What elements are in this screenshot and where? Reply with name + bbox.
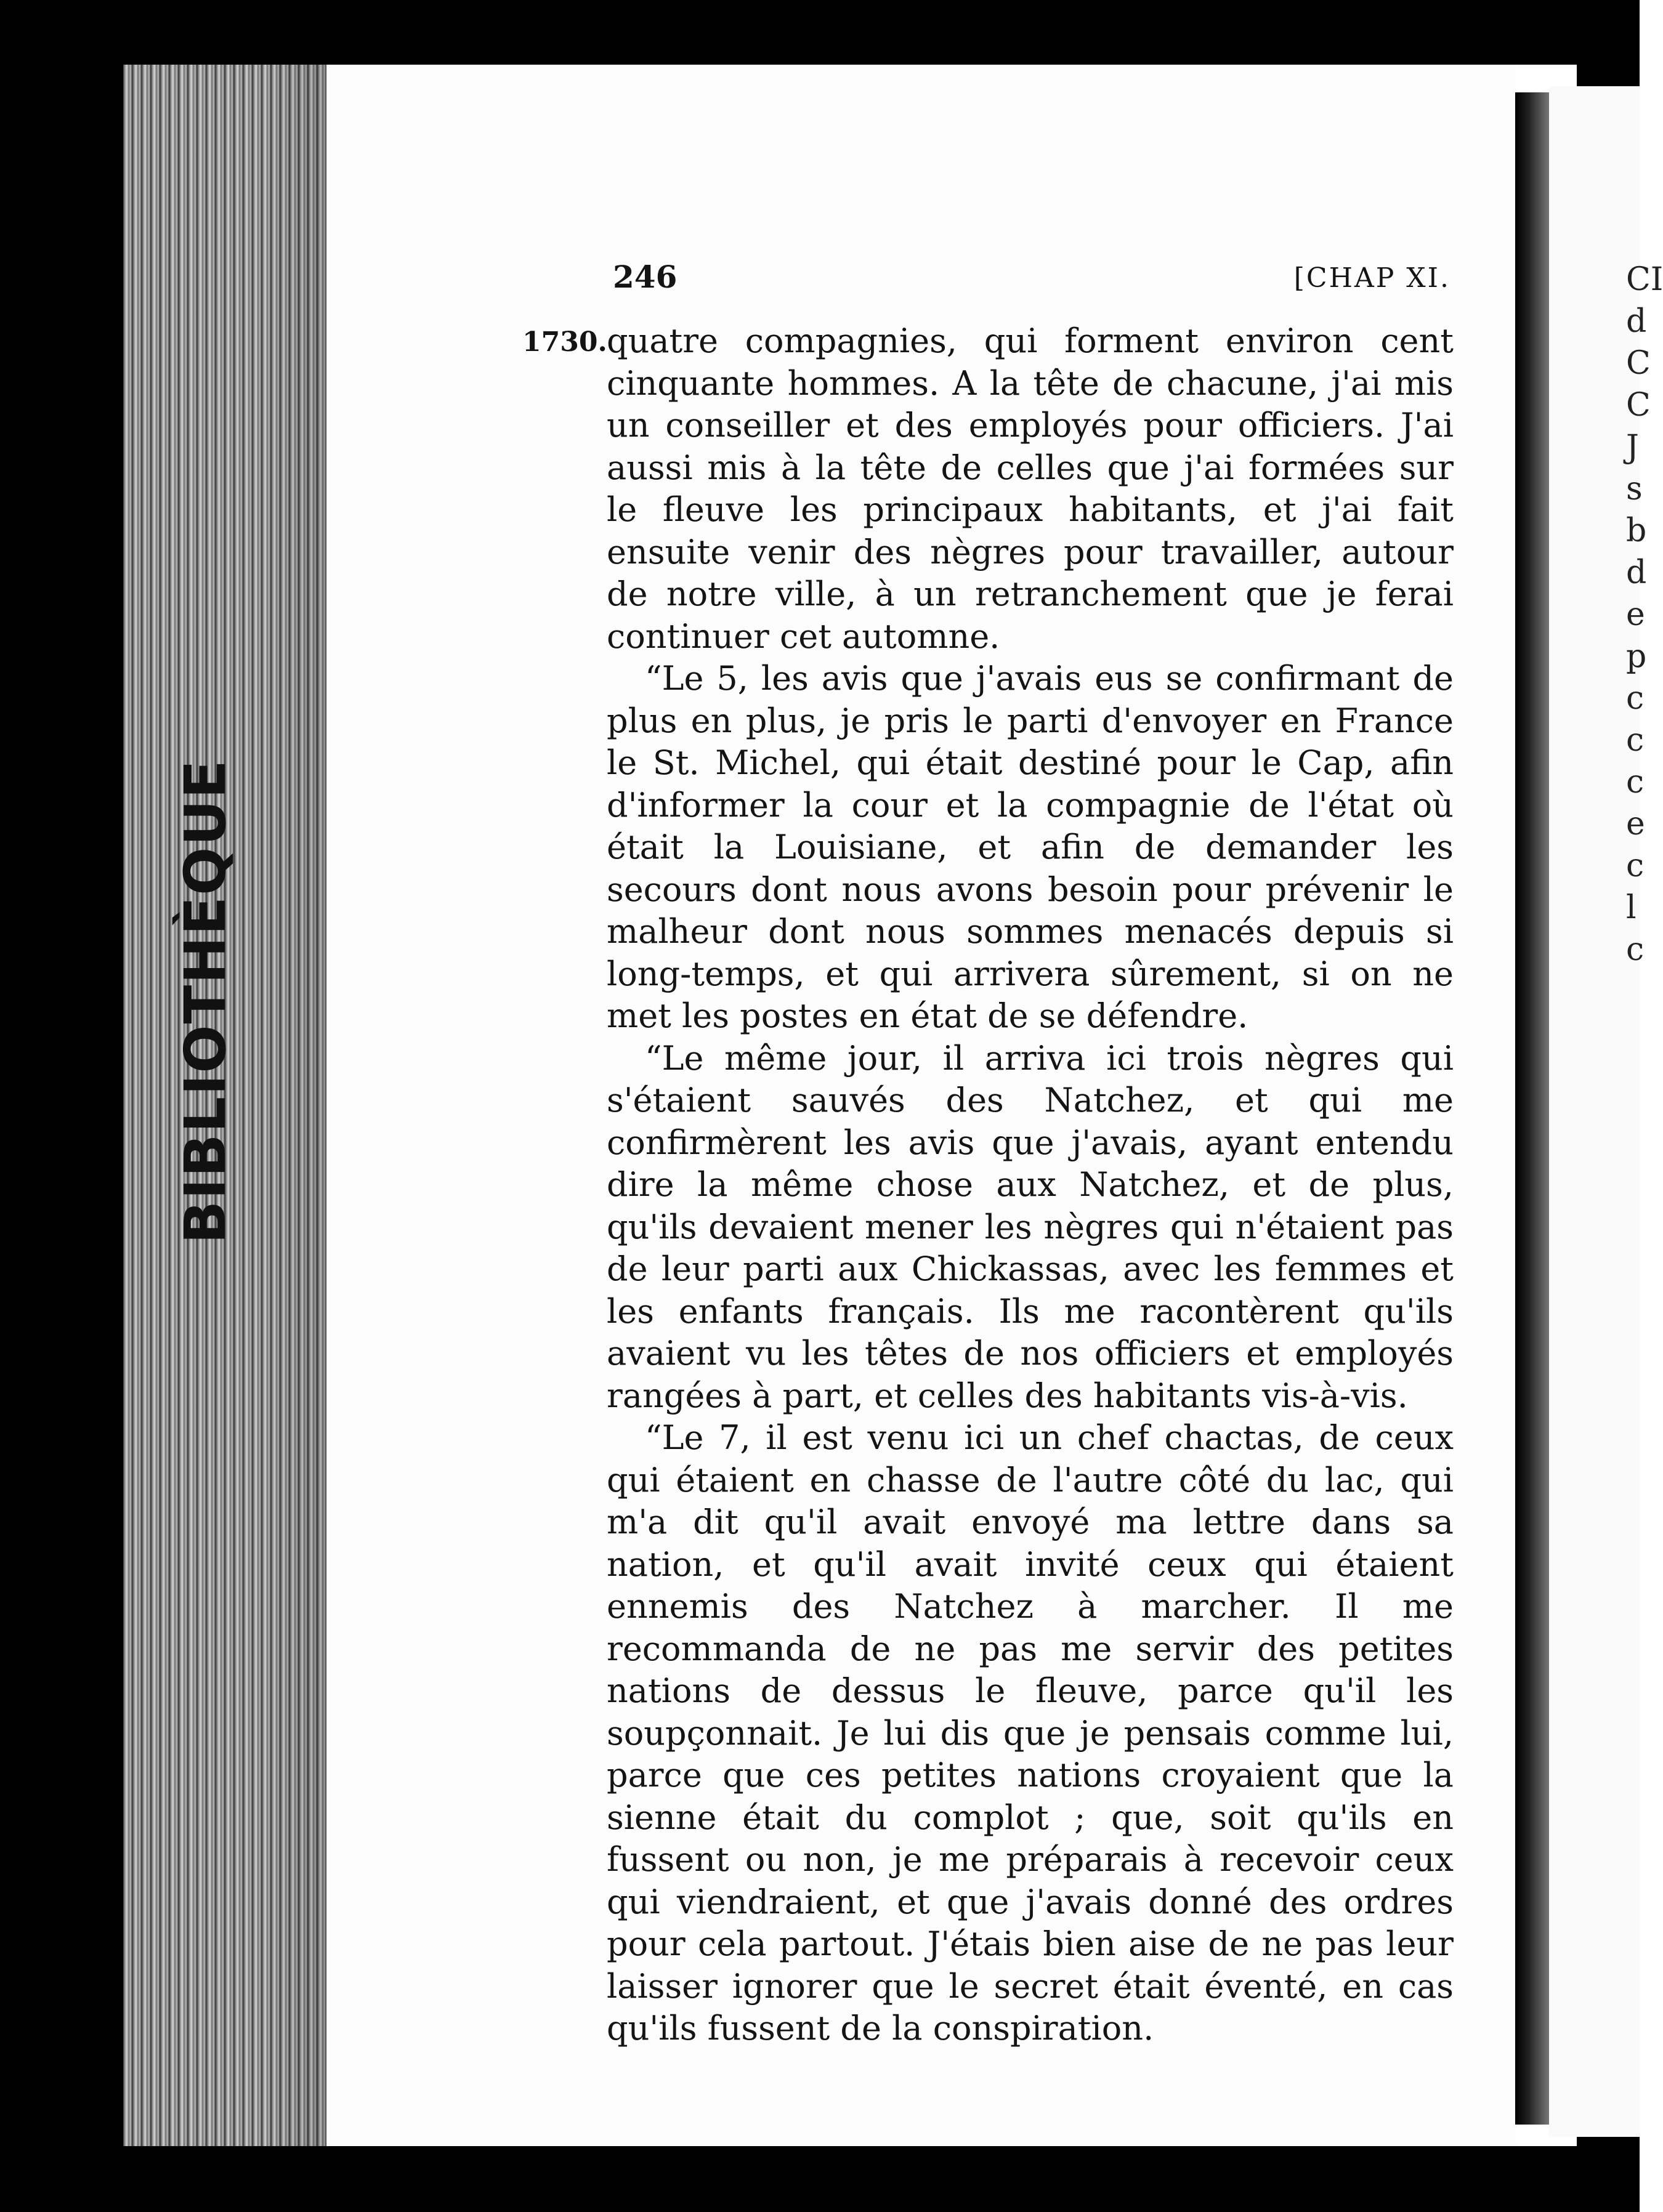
right-page-letter: d (1626, 554, 1647, 591)
right-page-letter: C (1626, 345, 1651, 382)
right-page-letter: e (1626, 805, 1645, 842)
page-header (613, 259, 1451, 302)
right-page-letter: CI (1626, 261, 1663, 298)
right-page-letter: c (1626, 680, 1645, 717)
edge-shadow (265, 65, 326, 2146)
right-page-letter: d (1626, 303, 1647, 340)
right-page-letter: C (1626, 387, 1651, 424)
right-page-letter: e (1626, 596, 1645, 633)
page-number: 246 (613, 259, 678, 295)
right-page-letter: s (1626, 470, 1643, 507)
margin-year: 1730. (522, 326, 607, 358)
paragraph: quatre compagnies, qui forment environ cent cinquante hommes. A la tête de chacune, j'ai mis un conseiller et des employés pour officiers. J'ai aussi mis à la tête de celles que j'ai formées sur le fleuve les principaux habitants, et j'ai fait ensuite venir des nègres pour travailler, autour de notre ville, à un retranchement que je ferai continuer cet automne. (607, 321, 1454, 656)
right-page-letter: c (1626, 847, 1645, 884)
paragraph: “Le 7, il est venu ici un chef chactas, de ceux qui étaient en chasse de l'autre côté du lac, qui m'a dit qu'il avait envoyé ma lettre dans sa nation, et qu'il avait invité ceux qui étaient ennemis des Natchez à marcher. Il me recommanda de ne pas me servir des petites nations de dessus le fleuve, parce qu'il les soupçonnait. Je lui dis que je pensais comme lui, parce que ces petites nations croyaient que la sienne était du complot ; que, soit qu'ils en fussent ou non, je me préparais à recevoir ceux qui viendraient, et que j'avais donné des ordres pour cela partout. J'étais bien aise de ne pas leur laisser ignorer que le secret était éventé, en cas qu'ils fussent de la conspiration. (607, 1418, 1454, 2048)
right-page-letter: J (1626, 429, 1639, 466)
right-page-letter: p (1626, 638, 1647, 675)
right-page-letter: c (1626, 931, 1645, 968)
right-page-letter: l (1626, 889, 1637, 926)
library-stamp: BIBLIOTHÈQUE (172, 759, 238, 1244)
body-text (607, 320, 1454, 2050)
right-page-fragment (1626, 259, 1663, 971)
right-page-letter: c (1626, 722, 1645, 759)
right-page-letter: c (1626, 764, 1645, 801)
paragraph: “Le 5, les avis que j'avais eus se confirmant de plus en plus, je pris le parti d'envoyer en France le St. Michel, qui était destiné pour le Cap, afin d'informer la cour et la compagnie de l'état où était la Louisiane, et afin de demander les secours dont nous avons besoin pour prévenir le malheur dont nous sommes menacés depuis si long-temps, et qui arrivera sûrement, si on ne met les postes en état de se défendre. (607, 659, 1454, 1035)
gutter-shadow (1515, 92, 1549, 2125)
right-page-letter: b (1626, 512, 1647, 549)
paragraph: “Le même jour, il arriva ici trois nègres qui s'étaient sauvés des Natchez, et qui me confirmèrent les avis que j'avais, ayant entendu dire la même chose aux Natchez, et de plus, qu'ils devaient mener les nègres qui n'étaient pas de leur parti aux Chickassas, avec les femmes et les enfants français. Ils me racontèrent qu'ils avaient vu les têtes de nos officiers et employés rangées à part, et celles des habitants vis-à-vis. (607, 1038, 1454, 1415)
running-head: [CHAP XI. (1293, 262, 1451, 294)
